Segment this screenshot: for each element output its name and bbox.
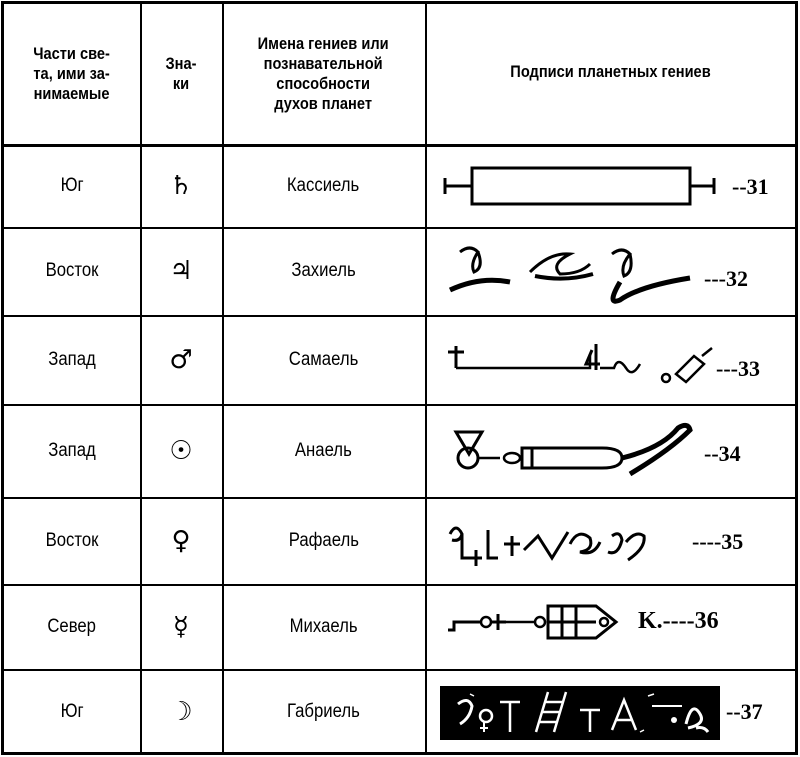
signature-number-31: --31	[732, 174, 769, 199]
row-3-name-cell	[222, 315, 425, 404]
signature-number-37: --37	[726, 699, 763, 724]
row-2-direction-cell	[4, 227, 140, 315]
row-2-direction: Восток	[45, 260, 99, 281]
row-4-name-cell	[222, 404, 425, 497]
signature-number-35: ----35	[692, 529, 744, 554]
row-5-sign-cell	[140, 497, 222, 584]
row-1-sign-cell	[140, 144, 222, 227]
row-4-sign-cell	[140, 404, 222, 497]
row-2-sign-cell	[140, 227, 222, 315]
row-2-name-cell	[222, 227, 425, 315]
row-7-name-cell	[222, 669, 425, 755]
header-signs: Зна- ки	[165, 54, 197, 93]
signature-zachiel	[440, 242, 700, 308]
header-directions: Части све- та, ими за- нимаемые	[33, 44, 111, 103]
row-5-direction: Восток	[45, 529, 99, 551]
row-4-direction-cell	[4, 404, 140, 497]
row-3-sign-cell	[140, 315, 222, 404]
row-4-name: Анаель	[295, 439, 352, 461]
row-3-name: Самаель	[288, 348, 359, 370]
mercury-icon: ☿	[173, 611, 189, 642]
planetary-genii-table	[1, 1, 798, 755]
mars-icon: ♂	[169, 344, 193, 375]
signature-number-33: ---33	[716, 356, 760, 381]
header-signatures: Подписи планетных гениев	[509, 62, 711, 81]
row-6-direction: Север	[47, 615, 97, 637]
saturn-icon: ♄	[169, 170, 193, 201]
row-2-name: Захиель	[291, 260, 356, 281]
signature-anael	[440, 418, 700, 484]
row-1-direction-cell	[4, 144, 140, 227]
signature-number-32: ---32	[704, 266, 748, 291]
row-4-direction: Запад	[48, 439, 96, 461]
row-6-sign-cell	[140, 584, 222, 669]
row-6-name: Михаель	[289, 615, 358, 637]
sun-icon: ☉	[169, 435, 193, 466]
row-7-direction: Юг	[60, 701, 84, 722]
row-1-name-cell	[222, 144, 425, 227]
header-cell-signs	[140, 4, 222, 144]
row-5-name-cell	[222, 497, 425, 584]
row-3-direction-cell	[4, 315, 140, 404]
row-5-name: Рафаель	[288, 529, 359, 551]
signature-kassiel	[440, 164, 730, 208]
signature-rafael	[440, 514, 690, 570]
row-1-name: Кассиель	[287, 174, 360, 196]
row-7-sign-cell	[140, 669, 222, 755]
moon-icon: ☽	[169, 697, 193, 727]
row-6-direction-cell	[4, 584, 140, 669]
header-cell-directions	[4, 4, 140, 144]
header-names: Имена гениев или познавательной способности духов планет	[258, 34, 389, 113]
signature-michael	[440, 600, 640, 650]
venus-icon: ♀	[171, 525, 191, 556]
row-1-direction: Юг	[60, 174, 84, 196]
header-cell-names	[222, 4, 425, 144]
signature-samael	[440, 334, 720, 390]
jupiter-icon: ♃	[169, 256, 193, 286]
row-3-direction: Запад	[48, 348, 96, 370]
row-7-name: Габриель	[287, 701, 360, 722]
signature-number-36: K.----36	[638, 608, 719, 634]
row-7-direction-cell	[4, 669, 140, 755]
signature-number-34: --34	[704, 441, 741, 466]
row-6-name-cell	[222, 584, 425, 669]
row-5-direction-cell	[4, 497, 140, 584]
header-cell-signatures	[425, 4, 795, 144]
signature-gabriel	[440, 686, 720, 740]
